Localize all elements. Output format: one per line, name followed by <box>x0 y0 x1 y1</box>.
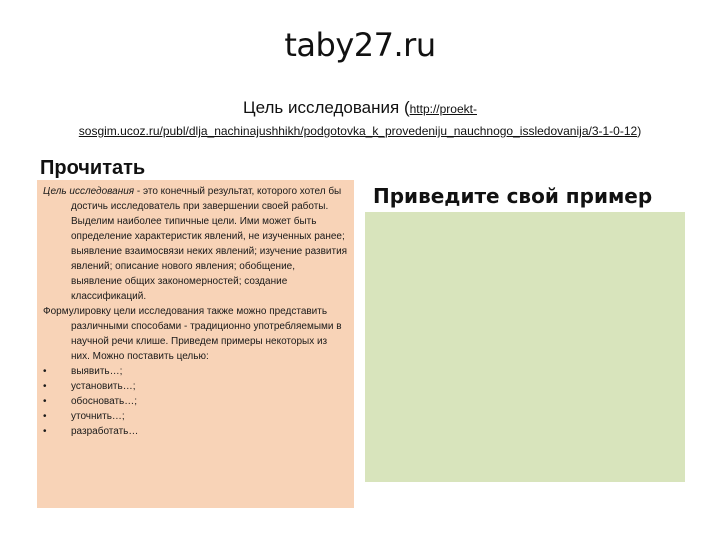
goal-term: Цель исследования <box>43 186 135 197</box>
list-item <box>43 424 348 439</box>
bullet-icon: • <box>43 411 47 422</box>
reading-panel <box>37 180 354 508</box>
source-link-part2[interactable]: sosgim.ucoz.ru/publ/dlja_nachinajushhikh/podgotovka_k_provedeniju_nauchnogo_issledovanija/3-1-0-12 <box>78 124 638 138</box>
goal-definition-paragraph <box>43 184 348 304</box>
list-item-text: установить…; <box>71 381 136 392</box>
list-item-text: обосновать…; <box>71 396 138 407</box>
site-title: taby27.ru <box>284 26 436 64</box>
bullet-icon: • <box>43 396 47 407</box>
example-panel[interactable] <box>365 212 685 482</box>
list-item-text: уточнить…; <box>71 411 125 422</box>
list-item <box>43 364 348 379</box>
source-link-part1[interactable]: http://proekt- <box>409 102 477 116</box>
bullet-icon: • <box>43 426 47 437</box>
list-item <box>43 394 348 409</box>
goal-definition-text: - это конечный результат, которого хотел бы достичь исследователь при завершении своей работы. Выделим наиболее типичные цели. Ими может быть определение характеристик явлений, не изученных ранее; выявление взаимосвязи неких явлений; изучение развития явлений; описание нового явления; обобщение, выявление общих закономерностей; создание классификаций. <box>71 186 348 302</box>
subtitle-url-line <box>10 124 710 138</box>
subtitle-close-paren: ) <box>637 124 642 138</box>
list-item-text: выявить…; <box>71 366 123 377</box>
subtitle <box>20 98 700 118</box>
goal-formulation-paragraph: Формулировку цели исследования также можно представить различными способами - традиционно употребляемыми в научной речи клише. Приведем примеры некоторых из них. Можно поставить целью: <box>43 306 342 362</box>
list-item <box>43 409 348 424</box>
read-heading: Прочитать <box>40 157 146 179</box>
list-item-text: разработать… <box>71 426 139 437</box>
bullet-icon: • <box>43 366 47 377</box>
list-item <box>43 379 348 394</box>
subtitle-text: Цель исследования ( <box>243 98 410 117</box>
example-heading: Приведите свой пример <box>373 184 653 208</box>
bullet-icon: • <box>43 381 47 392</box>
goal-verbs-list <box>43 364 348 439</box>
